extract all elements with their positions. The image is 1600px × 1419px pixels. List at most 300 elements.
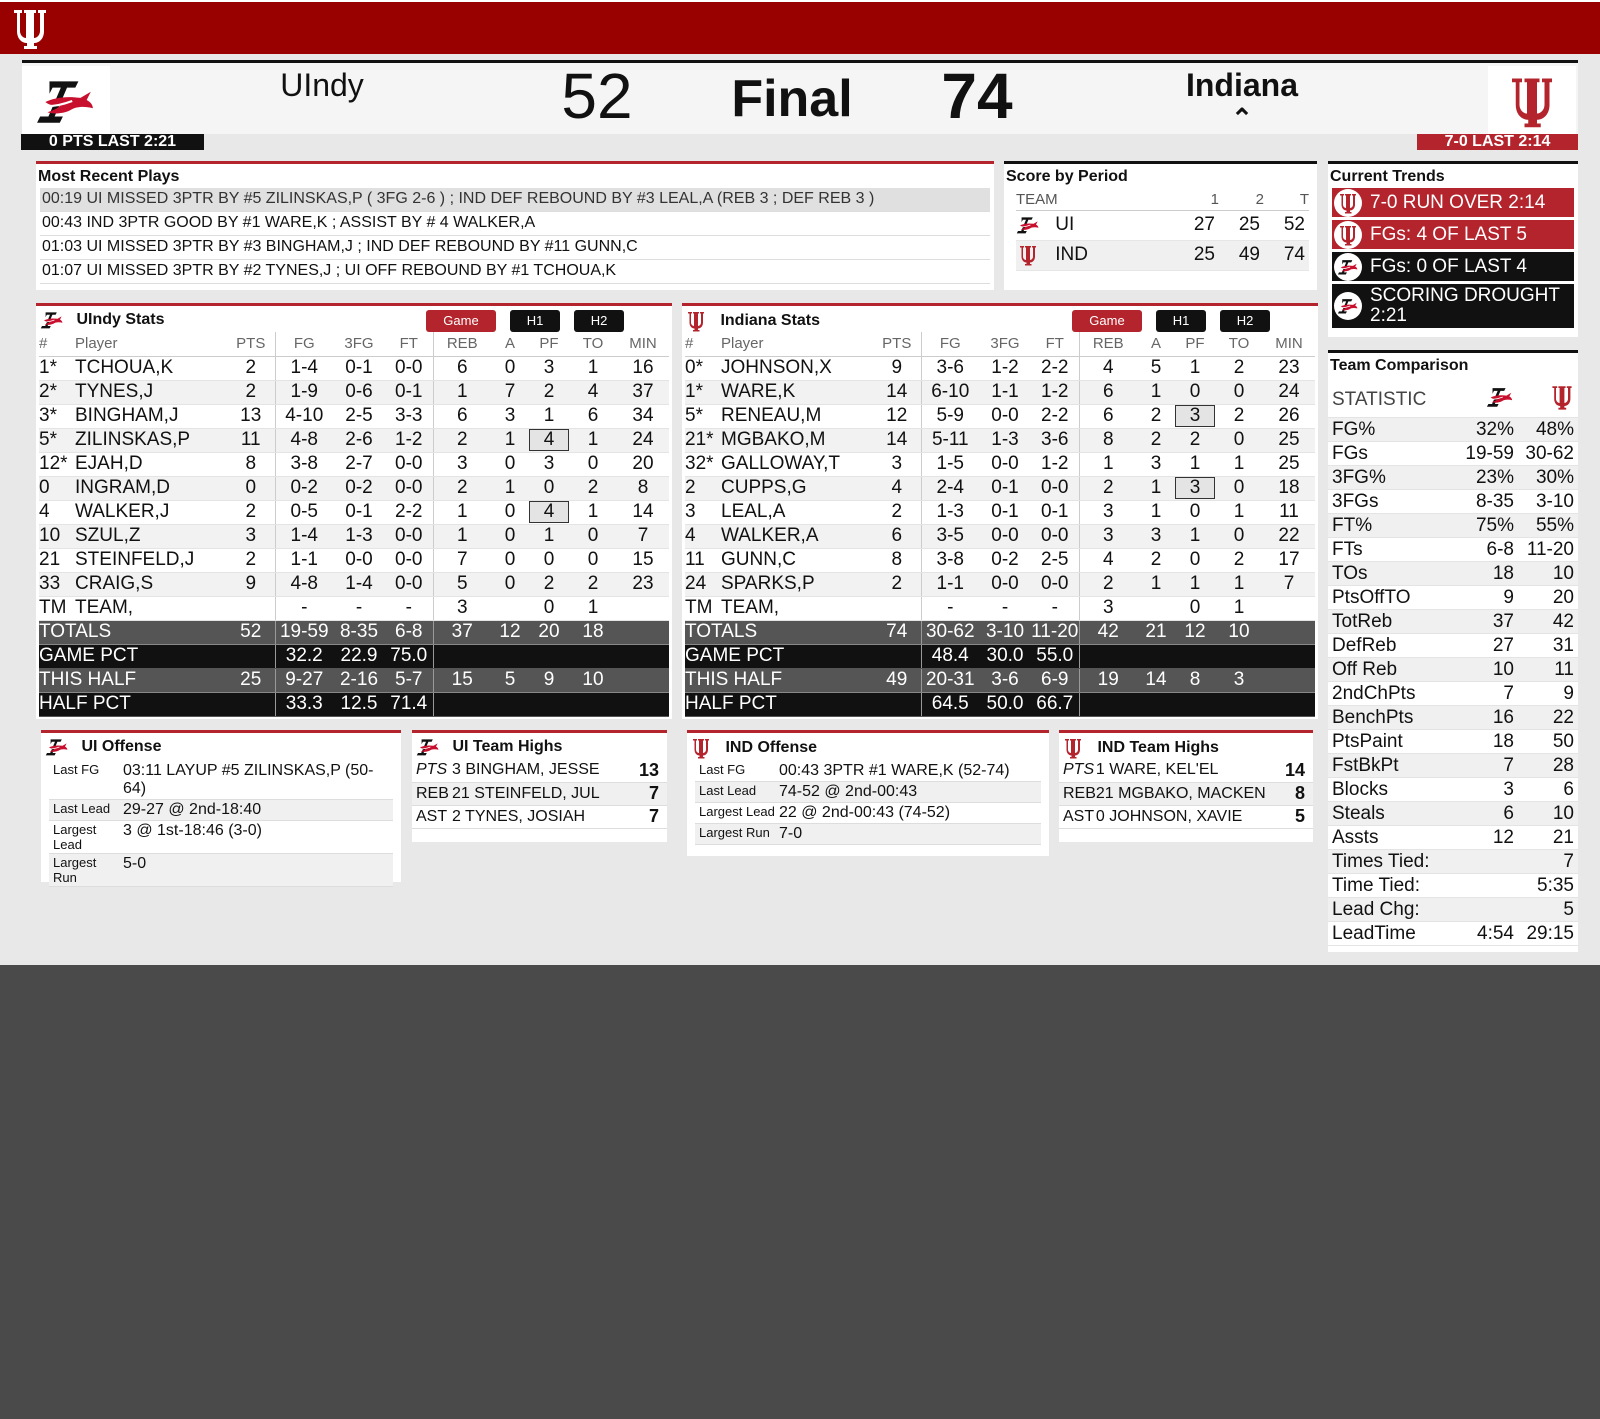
stat-cell: 25 (1263, 452, 1315, 476)
comparison-row (1328, 754, 1578, 778)
player-row[interactable] (39, 524, 669, 548)
stat-cell: 4-8 (275, 572, 333, 596)
comparison-home-value: 42 (1514, 610, 1578, 634)
stat-cell: 0-0 (1031, 524, 1079, 548)
comparison-home-value: 21 (1514, 826, 1578, 850)
home-team-name: Indiana (1185, 67, 1298, 103)
stat-col-header[interactable]: PTS (227, 332, 275, 356)
comparison-row (1328, 826, 1578, 850)
row-label: TOTALS (39, 620, 227, 644)
stat-col-header[interactable]: FT (385, 332, 433, 356)
stat-cell: 0 (491, 500, 529, 524)
stat-cell: 18 (1263, 476, 1315, 500)
stat-cell: 0-0 (385, 548, 433, 572)
player-name: SPARKS,P (721, 572, 873, 596)
comparison-home-value: 28 (1514, 754, 1578, 778)
stat-col-header[interactable]: FG (275, 332, 333, 356)
stat-cell: 3-5 (921, 524, 979, 548)
stat-cell: 4-8 (275, 428, 333, 452)
stat-cell: 0-0 (385, 476, 433, 500)
player-name: TYNES,J (75, 380, 227, 404)
row-label: HALF PCT (685, 692, 873, 716)
trend-item (1332, 188, 1574, 217)
col-team: TEAM (1016, 190, 1169, 210)
stat-cell: 2 (529, 380, 569, 404)
trend-item (1332, 220, 1574, 249)
stat-col-header[interactable]: REB (433, 332, 491, 356)
comparison-home-value: 30% (1514, 466, 1578, 490)
stat-cell: 1 (491, 428, 529, 452)
stat-cell (433, 692, 669, 716)
this-half-row (685, 668, 1315, 692)
foul-trouble-badge: 4 (529, 501, 569, 523)
play-item: 01:07 UI MISSED 3PTR BY #2 TYNES,J ; UI OFF REBOUND BY #1 TCHOUA,K (40, 260, 990, 284)
comparison-away-value (1454, 898, 1514, 922)
trend-text: FGs: 4 OF LAST 5 (1370, 223, 1527, 245)
comparison-home-value: 6 (1514, 778, 1578, 802)
high-stat: REB (412, 782, 452, 805)
comparison-row (1328, 802, 1578, 826)
player-row[interactable] (39, 428, 669, 452)
recent-plays-panel (36, 161, 994, 290)
stat-cell: 2 (1215, 548, 1263, 572)
stat-cell: 37 (433, 620, 491, 644)
comparison-row (1328, 874, 1578, 898)
stat-cell: 1-4 (333, 572, 385, 596)
comparison-stat: Time Tied: (1328, 874, 1454, 898)
stat-col-header[interactable]: TO (1215, 332, 1263, 356)
stat-cell: 37 (617, 380, 669, 404)
half-pct-row (685, 692, 1315, 716)
player-row[interactable] (685, 356, 1315, 380)
row-label: HALF PCT (39, 692, 227, 716)
stat-cell: 1-9 (275, 380, 333, 404)
stat-col-header[interactable]: MIN (617, 332, 669, 356)
comparison-away-value: 19-59 (1454, 442, 1514, 466)
player-row[interactable] (685, 500, 1315, 524)
iu-trident-icon[interactable] (10, 6, 50, 50)
away-last-stretch: 0 PTS LAST 2:21 (21, 134, 204, 150)
stat-cell: 24 (617, 428, 669, 452)
stat-cell: 8 (1175, 668, 1215, 692)
play-item: 00:19 UI MISSED 3PTR BY #5 ZILINSKAS,P ( 3FG 2-6 ) ; IND DEF REBOUND BY #3 LEAL,A (REB 3 ; DEF REB 3 ) (40, 188, 990, 212)
player-name: JOHNSON,X (721, 356, 873, 380)
stat-col-header[interactable]: A (491, 332, 529, 356)
tab-h1[interactable]: H1 (1156, 310, 1206, 332)
stat-cell: 3-6 (979, 668, 1031, 692)
stat-cell: 10 (1215, 620, 1263, 644)
row-label: TOTALS (685, 620, 873, 644)
stat-cell: 6 (1079, 404, 1137, 428)
stat-cell: 49 (873, 668, 921, 692)
stat-cell: 2 (1079, 476, 1137, 500)
high-player: 3 BINGHAM, JESSE (452, 759, 633, 782)
offense-value: 22 @ 2nd-00:43 (74-52) (779, 803, 1041, 824)
stat-cell: 18 (569, 620, 617, 644)
high-stat: REB (1059, 782, 1096, 805)
comparison-away-value: 8-35 (1454, 490, 1514, 514)
stat-cell: 0-0 (979, 524, 1031, 548)
comparison-stat: LeadTime (1328, 922, 1454, 946)
high-stat: AST (412, 805, 452, 828)
stat-cell: 75.0 (385, 644, 433, 668)
comparison-home-value: 20 (1514, 586, 1578, 610)
comparison-stat: Blocks (1328, 778, 1454, 802)
stat-cell: 1 (529, 524, 569, 548)
home-stats-table (685, 332, 1315, 717)
stat-cell: 2-4 (921, 476, 979, 500)
stat-cell: 6-10 (921, 380, 979, 404)
stat-cell: 1-4 (275, 524, 333, 548)
stat-cell: 2-2 (385, 500, 433, 524)
player-name: WALKER,J (75, 500, 227, 524)
stat-cell: 4 (685, 524, 721, 548)
stat-col-header[interactable]: FG (921, 332, 979, 356)
player-row[interactable] (39, 380, 669, 404)
stat-col-header[interactable]: PF (1175, 332, 1215, 356)
stat-cell: 14 (873, 428, 921, 452)
stat-col-header[interactable]: PTS (873, 332, 921, 356)
player-row[interactable] (39, 596, 669, 620)
stat-cell: 7 (1263, 572, 1315, 596)
stat-cell: 0-0 (385, 524, 433, 548)
stat-cell: 0-0 (979, 452, 1031, 476)
stat-cell: 15 (617, 548, 669, 572)
stat-cell (1263, 596, 1315, 620)
player-name: WALKER,A (721, 524, 873, 548)
row-label: THIS HALF (39, 668, 227, 692)
trend-item (1332, 252, 1574, 281)
uindy-greyhound-icon (40, 310, 64, 330)
game-status: Final (731, 70, 853, 128)
stat-cell: 3-8 (921, 548, 979, 572)
comparison-home-value: 10 (1514, 562, 1578, 586)
offense-key: Largest Run (49, 854, 123, 887)
totals-row (39, 620, 669, 644)
stat-cell: TM (685, 596, 721, 620)
stat-cell: 2 (227, 380, 275, 404)
stat-cell: 1-5 (921, 452, 979, 476)
high-player: 21 STEINFELD, JUL (452, 782, 633, 805)
stat-cell: 5* (685, 404, 721, 428)
iu-trident-icon[interactable] (1488, 66, 1576, 136)
stat-cell: 3 (1137, 452, 1175, 476)
ui-team-highs-panel (412, 730, 667, 842)
player-row[interactable] (685, 380, 1315, 404)
stat-cell (1175, 404, 1215, 428)
tab-game[interactable]: Game (426, 310, 496, 332)
comparison-stat: 2ndChPts (1328, 682, 1454, 706)
comparison-row (1328, 922, 1578, 946)
stat-cell: 5 (1137, 356, 1175, 380)
player-name: SZUL,Z (75, 524, 227, 548)
stat-cell: 12 (1175, 620, 1215, 644)
stat-cell (1079, 692, 1315, 716)
stat-cell: 0 (491, 548, 529, 572)
tab-h2[interactable]: H2 (574, 310, 624, 332)
stat-cell: 3 (1215, 668, 1263, 692)
stat-cell: 20 (529, 620, 569, 644)
stat-cell: 8 (617, 476, 669, 500)
stat-cell: 2 (1215, 356, 1263, 380)
comparison-row (1328, 658, 1578, 682)
comparison-home-value: 3-10 (1514, 490, 1578, 514)
comparison-stat: BenchPts (1328, 706, 1454, 730)
trend-text: SCORING DROUGHT 2:21 (1370, 285, 1560, 326)
comparison-stat: TOs (1328, 562, 1454, 586)
stat-cell: 0-2 (333, 476, 385, 500)
stat-cell: 2 (1175, 428, 1215, 452)
stat-cell: 48.4 (921, 644, 979, 668)
iu-trident-icon (691, 737, 711, 759)
comparison-home-value: 29:15 (1514, 922, 1578, 946)
comparison-stat: Lead Chg: (1328, 898, 1454, 922)
comparison-row (1328, 850, 1578, 874)
iu-trident-icon (1018, 244, 1038, 266)
tab-h2[interactable]: H2 (1220, 310, 1270, 332)
offense-value: 03:11 LAYUP #5 ZILINSKAS,P (50-64) (123, 761, 393, 800)
stat-cell: 0 (1215, 428, 1263, 452)
comparison-stat: 3FG% (1328, 466, 1454, 490)
offense-value: 3 @ 1st-18:46 (3-0) (123, 821, 393, 854)
stat-cell: 7 (617, 524, 669, 548)
stat-cell: 0 (491, 356, 529, 380)
player-name: LEAL,A (721, 500, 873, 524)
foul-trouble-badge: 3 (1175, 477, 1215, 499)
stat-cell: 2 (433, 428, 491, 452)
stat-cell: 4 (39, 500, 75, 524)
ind-team-highs-table (1059, 759, 1313, 829)
stat-cell: 5 (433, 572, 491, 596)
comparison-row (1328, 778, 1578, 802)
player-row[interactable] (39, 548, 669, 572)
stat-col-header[interactable]: REB (1079, 332, 1137, 356)
high-player: 0 JOHNSON, XAVIE (1096, 805, 1282, 828)
stat-cell: 5-9 (921, 404, 979, 428)
stat-cell: 0-1 (1031, 500, 1079, 524)
player-row[interactable] (685, 452, 1315, 476)
away-team-name: UIndy (280, 67, 364, 103)
comparison-row (1328, 538, 1578, 562)
stat-cell: 1 (1175, 524, 1215, 548)
stat-cell: 1 (569, 500, 617, 524)
iu-trident-icon (1334, 189, 1362, 217)
stat-cell: 3 (529, 452, 569, 476)
stat-cell: 1-2 (1031, 452, 1079, 476)
comparison-home-value: 5 (1514, 898, 1578, 922)
stat-cell (1263, 668, 1315, 692)
stat-cell: 3 (1137, 524, 1175, 548)
stat-cell: 5-7 (385, 668, 433, 692)
stat-cell: 1 (433, 524, 491, 548)
stat-cell: 12 (873, 404, 921, 428)
tab-game[interactable]: Game (1072, 310, 1142, 332)
stat-cell: 2 (433, 476, 491, 500)
stat-cell: - (333, 596, 385, 620)
player-row[interactable] (685, 596, 1315, 620)
player-row[interactable] (39, 356, 669, 380)
tab-h1[interactable]: H1 (510, 310, 560, 332)
row-label: THIS HALF (685, 668, 873, 692)
stat-cell: 24 (685, 572, 721, 596)
totals-row (685, 620, 1315, 644)
comparison-row (1328, 442, 1578, 466)
period-team: UI (1055, 214, 1075, 235)
comparison-row (1328, 490, 1578, 514)
player-row[interactable] (39, 452, 669, 476)
comparison-away-value: 12 (1454, 826, 1514, 850)
stat-cell (617, 668, 669, 692)
stat-cell: 1-3 (979, 428, 1031, 452)
stat-col-header[interactable]: TO (569, 332, 617, 356)
stat-cell: 23 (1263, 356, 1315, 380)
player-name: GUNN,C (721, 548, 873, 572)
player-row[interactable] (685, 428, 1315, 452)
player-name: CUPPS,G (721, 476, 873, 500)
comparison-stat: FG% (1328, 418, 1454, 442)
stat-cell: 1-4 (275, 356, 333, 380)
stat-cell: 2 (227, 500, 275, 524)
top-bar (0, 0, 1600, 54)
stat-cell: - (1031, 596, 1079, 620)
stat-cell: 0-0 (1031, 572, 1079, 596)
current-trends-title: Current Trends (1330, 168, 1445, 185)
comparison-stat: FT% (1328, 514, 1454, 538)
stat-col-header[interactable]: FT (1031, 332, 1079, 356)
offense-key: Largest Lead (695, 803, 779, 824)
stat-cell: 3 (227, 524, 275, 548)
stat-cell: 0 (227, 476, 275, 500)
stat-col-header[interactable]: Player (75, 332, 227, 356)
stat-col-header[interactable]: Player (721, 332, 873, 356)
col-p1: 1 (1169, 190, 1219, 210)
player-row[interactable] (39, 404, 669, 428)
stat-cell: 21 (1137, 620, 1175, 644)
team-comparison-table (1328, 383, 1578, 946)
stat-col-header[interactable]: A (1137, 332, 1175, 356)
player-row[interactable] (39, 500, 669, 524)
player-name: GALLOWAY,T (721, 452, 873, 476)
high-value: 7 (633, 805, 667, 828)
stat-cell: 0 (569, 452, 617, 476)
comparison-stat: TotReb (1328, 610, 1454, 634)
stat-cell: 0 (569, 524, 617, 548)
player-row[interactable] (685, 404, 1315, 428)
comparison-away-value: 27 (1454, 634, 1514, 658)
stat-col-header[interactable]: # (685, 332, 721, 356)
uindy-greyhound-icon (1334, 292, 1362, 320)
stat-cell: 1 (569, 356, 617, 380)
stat-col-header[interactable]: # (39, 332, 75, 356)
player-row[interactable] (685, 524, 1315, 548)
stat-cell: 1* (39, 356, 75, 380)
uindy-greyhound-icon[interactable] (22, 66, 110, 136)
player-name: TEAM, (721, 596, 873, 620)
stat-col-header[interactable]: 3FG (979, 332, 1031, 356)
player-row[interactable] (685, 476, 1315, 500)
comparison-row (1328, 898, 1578, 922)
stat-cell: 2-2 (1031, 356, 1079, 380)
stat-cell: 2 (873, 500, 921, 524)
stat-cell: TM (39, 596, 75, 620)
player-row[interactable] (685, 572, 1315, 596)
ui-team-highs-title: UI Team Highs (452, 738, 563, 756)
uindy-greyhound-icon (1016, 215, 1040, 235)
comparison-stat: PtsOffTO (1328, 586, 1454, 610)
stat-cell: 3 (491, 404, 529, 428)
stat-cell: 0-1 (333, 356, 385, 380)
stat-cell: 25 (1263, 428, 1315, 452)
stat-cell: 26 (1263, 404, 1315, 428)
stat-cell (617, 620, 669, 644)
player-name: BINGHAM,J (75, 404, 227, 428)
stat-cell: 21* (685, 428, 721, 452)
stat-cell: 1 (1215, 452, 1263, 476)
player-row[interactable] (685, 548, 1315, 572)
stat-cell: 3-6 (1031, 428, 1079, 452)
comparison-away-value: 75% (1454, 514, 1514, 538)
stat-cell: 19-59 (275, 620, 333, 644)
player-name: MGBAKO,M (721, 428, 873, 452)
comparison-home-value: 10 (1514, 802, 1578, 826)
stat-cell: 9 (873, 356, 921, 380)
stat-cell: 3-6 (921, 356, 979, 380)
player-row[interactable] (39, 476, 669, 500)
stat-cell: - (921, 596, 979, 620)
stat-cell: 9-27 (275, 668, 333, 692)
stat-cell: 1-3 (921, 500, 979, 524)
stat-cell (227, 596, 275, 620)
comparison-row (1328, 634, 1578, 658)
away-score: 52 (561, 60, 633, 132)
stat-cell (227, 644, 275, 668)
stat-cell: 0 (529, 476, 569, 500)
score-by-period-title: Score by Period (1006, 168, 1128, 185)
stat-cell: 17 (1263, 548, 1315, 572)
comparison-away-value: 7 (1454, 754, 1514, 778)
stat-cell: 0 (491, 524, 529, 548)
ind-team-highs-panel (1059, 730, 1313, 842)
stat-cell: 0-0 (979, 404, 1031, 428)
stat-cell: 1 (1215, 572, 1263, 596)
iu-trident-icon (686, 310, 706, 332)
stat-cell: 42 (1079, 620, 1137, 644)
stat-cell: 7 (491, 380, 529, 404)
stat-col-header[interactable]: 3FG (333, 332, 385, 356)
score-by-period-panel (1004, 161, 1317, 290)
comparison-stat: Assts (1328, 826, 1454, 850)
ind-offense-panel (687, 730, 1049, 856)
score-by-period-table (1016, 190, 1309, 271)
half-pct-row (39, 692, 669, 716)
player-name: TEAM, (75, 596, 227, 620)
stat-cell (1137, 596, 1175, 620)
period-row (1016, 210, 1309, 240)
stat-cell: - (275, 596, 333, 620)
stat-cell (873, 644, 921, 668)
possession-caret-icon: ⌃ (1231, 103, 1253, 133)
stat-cell: 24 (1263, 380, 1315, 404)
stat-cell: 10 (569, 668, 617, 692)
stat-col-header[interactable]: PF (529, 332, 569, 356)
stat-cell: 6 (433, 404, 491, 428)
player-name: ZILINSKAS,P (75, 428, 227, 452)
player-row[interactable] (39, 572, 669, 596)
offense-key: Last FG (695, 761, 779, 782)
stat-cell: - (979, 596, 1031, 620)
stat-col-header[interactable]: MIN (1263, 332, 1315, 356)
stat-cell: 3-3 (385, 404, 433, 428)
